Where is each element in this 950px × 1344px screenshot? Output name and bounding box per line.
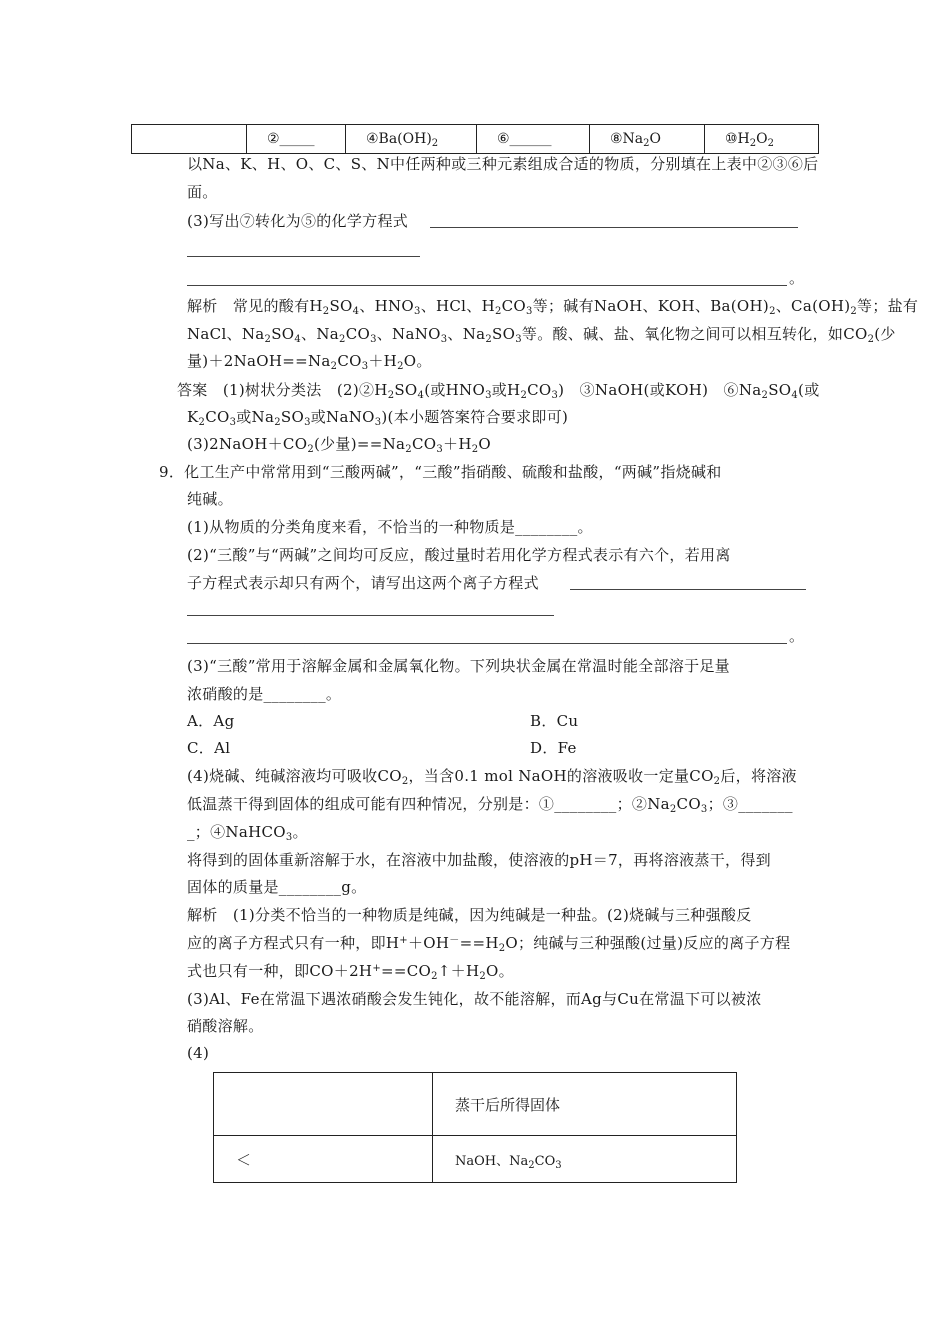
q9-line8: (4)烧碱、纯碱溶液均可吸收$CO_2$，当含0.1 mol NaOH的溶液吸收一定量$CO_2$后，将溶液 <box>187 767 797 787</box>
q9-line10: _；④NaHCO$_3$。 <box>187 823 308 843</box>
q9-line5: 子方程式表示却只有两个，请写出这两个离子方程式 <box>187 574 539 592</box>
table-cell-range: ＜ <box>214 1136 433 1183</box>
answer8-line2: $K_2CO_3$或$Na_2SO_3$或NaNO$_3$)(本小题答案符合要求即可) <box>187 408 569 428</box>
q9-line3: (1)从物质的分类角度来看，不恰当的一种物质是________。 <box>187 518 593 536</box>
table-cell-8: $⑧Na_2O$ <box>590 125 705 154</box>
table-cell-4: $④Ba(OH)_2$ <box>346 125 477 154</box>
q9-line1: 9．化工生产中常常用到“三酸两碱”，“三酸”指硝酸、硫酸和盐酸，“两碱”指烧碱和 <box>159 463 722 481</box>
answer-blank-line <box>187 643 787 644</box>
table-row <box>214 1073 737 1136</box>
q8-line3: (3)写出⑦转化为⑤的化学方程式 <box>187 212 409 230</box>
top-classification-table <box>131 124 819 154</box>
analysis9-line3: 式也只有一种，即$CO+2H^+==CO_2↑+H_2O$。 <box>187 962 514 982</box>
analysis8-line1: 解析 常见的酸有$H_2SO_4$、$HNO_3$、HCl、$H_2CO_3$等；碱有NaOH、KOH、$Ba(OH)_2$、$Ca(OH)_2$等；盐有 <box>187 297 919 317</box>
analysis9-line2: 应的离子方程式只有一种，即$H^++OH^-==H_2O$；纯碱与三种强酸(过量)反应的离子方程 <box>187 934 791 954</box>
q9-line6: (3)“三酸”常用于溶解金属和金属氧化物。下列块状金属在常温时能全部溶于足量 <box>187 657 730 675</box>
answer8-line1: 答案 (1)树状分类法 $(2)②H_2SO_4$(或$HNO_3$或$H_2CO_3$) ③NaOH(或KOH) $⑥Na_2SO_4$(或 <box>177 381 820 401</box>
q9-line7: 浓硝酸的是________。 <box>187 685 342 703</box>
table-header-empty <box>214 1073 433 1136</box>
table-cell-empty <box>132 125 247 154</box>
period: 。 <box>789 269 805 287</box>
q8-line1: 以Na、K、H、O、C、S、N中任两种或三种元素组成合适的物质，分别填在上表中②③⑥后 <box>187 155 819 173</box>
answer-blank-line <box>187 615 554 616</box>
table-cell-2: ②_____ <box>247 125 346 154</box>
analysis9-line6: (4) <box>187 1044 210 1062</box>
option-b: B．Cu <box>530 712 579 730</box>
option-d: D．Fe <box>530 739 577 757</box>
analysis9-line1: 解析 (1)分类不恰当的一种物质是纯碱，因为纯碱是一种盐。(2)烧碱与三种强酸反 <box>187 906 752 924</box>
answer8-line3: $(3)2NaOH+CO_2$(少量)$==Na_2CO_3+H_2O$ <box>187 435 491 455</box>
table-cell-10: $⑩H_2O_2$ <box>705 125 819 154</box>
solid-composition-table <box>213 1072 737 1183</box>
q9-line12: 固体的质量是________g。 <box>187 878 367 896</box>
analysis8-line3: 量)$+2NaOH==Na_2CO_3+H_2O$。 <box>187 352 432 372</box>
q9-line9: 低温蒸干得到固体的组成可能有四种情况，分别是：①________；$②Na_2CO_3$；③_______ <box>187 795 793 815</box>
answer-blank-line <box>187 285 787 286</box>
q9-line2: 纯碱。 <box>187 490 233 508</box>
q8-line2: 面。 <box>187 183 218 201</box>
answer-blank-line <box>430 227 798 228</box>
analysis9-line4: (3)Al、Fe在常温下遇浓硝酸会发生钝化，故不能溶解，而Ag与Cu在常温下可以被浓 <box>187 990 762 1008</box>
table-cell-solid: NaOH、$Na_2CO_3$ <box>433 1136 737 1183</box>
q9-line4: (2)“三酸”与“两碱”之间均可反应，酸过量时若用化学方程式表示有六个，若用离 <box>187 546 731 564</box>
q9-line11: 将得到的固体重新溶解于水，在溶液中加盐酸，使溶液的pH＝7，再将溶液蒸干，得到 <box>187 851 771 869</box>
answer-blank-line <box>570 589 806 590</box>
analysis8-line2: NaCl、$Na_2SO_4$、$Na_2CO_3$、NaNO$_3$、$Na_2SO_3$等。酸、碱、盐、氧化物之间可以相互转化，如$CO_2$(少 <box>187 325 896 345</box>
table-row <box>132 125 819 154</box>
option-c: C．Al <box>187 739 231 757</box>
answer-blank-line <box>187 256 420 257</box>
analysis9-line5: 硝酸溶解。 <box>187 1017 264 1035</box>
table-cell-6: ⑥______ <box>477 125 590 154</box>
table-header-solid: 蒸干后所得固体 <box>433 1073 737 1136</box>
period: 。 <box>789 627 805 645</box>
table-row <box>214 1136 737 1183</box>
option-a: A．Ag <box>187 712 235 730</box>
